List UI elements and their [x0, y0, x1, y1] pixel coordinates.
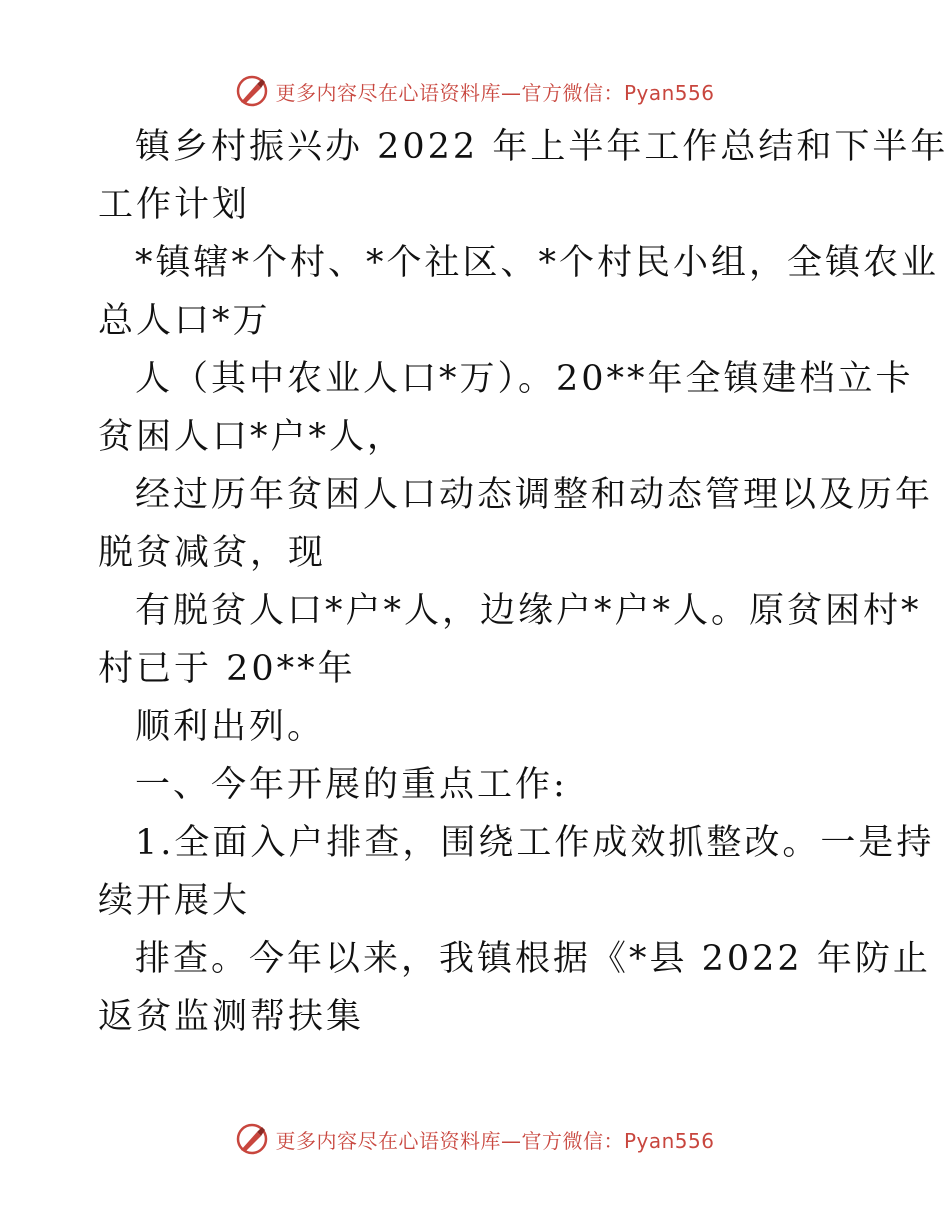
pen-circle-logo [235, 74, 269, 108]
text-line: 有脱贫人口*户*人，边缘户*户*人。原贫困村* [135, 591, 922, 631]
text-line: 顺利出列。 [135, 707, 326, 747]
text-line: 经过历年贫困人口动态调整和动态管理以及历年 [135, 475, 934, 515]
text-line: 排查。今年以来，我镇根据《*县 2022 年防止 [135, 939, 931, 979]
document-body [98, 118, 949, 1046]
watermark-text: 更多内容尽在心语资料库—官方微信：Pyan556 [275, 80, 715, 105]
text-line: 镇乡村振兴办 2022 年上半年工作总结和下半年 [135, 127, 949, 167]
text-line: 脱贫减贫，现 [98, 533, 327, 573]
watermark-text: 更多内容尽在心语资料库—官方微信：Pyan556 [275, 1128, 715, 1153]
text-line: *镇辖*个村、*个社区、*个村民小组，全镇农业 [135, 243, 940, 283]
text-line: 人（其中农业人口*万）。20**年全镇建档立卡 [135, 359, 914, 399]
text-line: 工作计划 [98, 185, 251, 225]
text-line: 总人口*万 [98, 301, 271, 341]
text-line: 贫困人口*户*人， [98, 417, 406, 457]
text-line: 返贫监测帮扶集 [98, 997, 365, 1037]
text-line: 1.全面入户排查，围绕工作成效抓整改。一是持 [135, 823, 935, 863]
pen-circle-logo [235, 1122, 269, 1156]
text-line: 一、今年开展的重点工作: [135, 765, 568, 805]
text-line: 村已于 20**年 [98, 649, 356, 689]
text-line: 续开展大 [98, 881, 251, 921]
footer-watermark [0, 1122, 950, 1156]
header-watermark [0, 74, 950, 108]
